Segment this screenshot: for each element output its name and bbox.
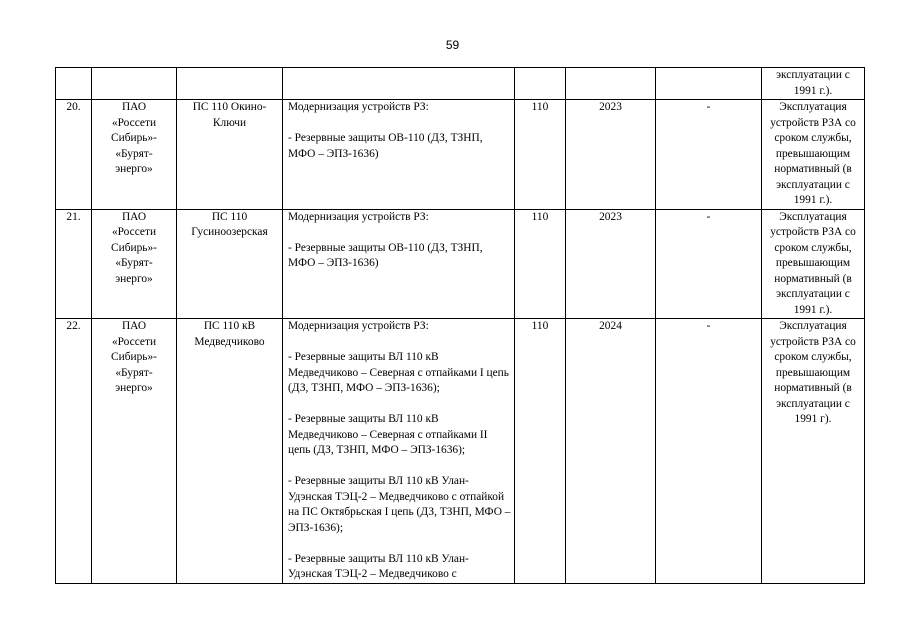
voltage-cell xyxy=(515,68,566,100)
row-number-cell xyxy=(56,68,92,100)
note-cell: Эксплуатация устройств РЗА со сроком службы, превышающим нормативный (в эксплуатации с 1991 г.). xyxy=(762,100,865,210)
organization-cell xyxy=(92,68,177,100)
row-number-cell: 21. xyxy=(56,209,92,319)
voltage-cell: 110 xyxy=(515,100,566,210)
page-number: 59 xyxy=(445,38,460,52)
organization-cell xyxy=(92,100,177,210)
table-body xyxy=(56,68,865,584)
organization-line: «Бурят- xyxy=(115,366,153,379)
organization-line: «Бурят- xyxy=(115,147,153,160)
organization-cell xyxy=(92,319,177,584)
year-cell: 2023 xyxy=(566,209,656,319)
work-description-cell xyxy=(283,100,515,210)
work-item: - Резервные защиты ОВ-110 (ДЗ, ТЗНП, МФО – ЭПЗ-1636) xyxy=(288,132,483,160)
work-title: Модернизация устройств РЗ: xyxy=(288,210,429,223)
voltage-cell: 110 xyxy=(515,319,566,584)
organization-line: ПАО xyxy=(121,210,147,223)
substation-cell: ПС 110 Гусиноозерская xyxy=(177,209,283,319)
extra-cell: - xyxy=(656,319,762,584)
work-title: Модернизация устройств РЗ: xyxy=(288,320,429,332)
organization-line: Сибирь»- xyxy=(111,241,157,254)
program-table xyxy=(55,67,865,584)
voltage-cell: 110 xyxy=(515,209,566,319)
work-item: - Резервные защиты ВЛ 110 кВ Улан-Удэнская ТЭЦ-2 – Медведчиково с отпайкой на ПС Октябрьская I цепь (ДЗ, ТЗНП, МФО – ЭПЗ-1636); xyxy=(288,475,511,534)
organization-line: «Бурят- xyxy=(115,257,153,269)
year-cell: 2023 xyxy=(566,100,656,210)
organization-line: Сибирь»- xyxy=(111,132,157,144)
extra-cell xyxy=(656,68,762,100)
organization-line: ПАО xyxy=(121,101,147,113)
note-cell: эксплуатации с 1991 г.). xyxy=(762,68,865,100)
extra-cell: - xyxy=(656,209,762,319)
table-row xyxy=(56,209,865,319)
year-cell xyxy=(566,68,656,100)
table-row xyxy=(56,319,865,584)
substation-cell: ПС 110 кВ Медведчиково xyxy=(177,319,283,584)
work-item: - Резервные защиты ОВ-110 (ДЗ, ТЗНП, МФО – ЭПЗ-1636) xyxy=(288,241,483,269)
year-cell: 2024 xyxy=(566,319,656,584)
organization-line: «Россети xyxy=(111,116,157,129)
organization-line: ПАО xyxy=(121,320,147,332)
work-item: - Резервные защиты ВЛ 110 кВ Медведчиково – Северная с отпайками I цепь (ДЗ, ТЗНП, МФО – ЭПЗ-1636); xyxy=(288,351,509,394)
note-cell: Эксплуатация устройств РЗА со сроком службы, превышающим нормативный (в эксплуатации с 1991 г.). xyxy=(762,209,865,319)
table-row xyxy=(56,68,865,100)
work-title: Модернизация устройств РЗ: xyxy=(288,101,429,113)
work-description-cell xyxy=(283,319,515,584)
organization-line: Сибирь»- xyxy=(111,351,157,363)
organization-line: «Россети xyxy=(111,335,157,348)
table-row xyxy=(56,100,865,210)
work-item: - Резервные защиты ВЛ 110 кВ Улан-Удэнская ТЭЦ-2 – Медведчиково с xyxy=(288,552,469,580)
substation-cell xyxy=(177,68,283,100)
substation-cell: ПС 110 Окино-Ключи xyxy=(177,100,283,210)
row-number-cell: 22. xyxy=(56,319,92,584)
organization-line: энерго» xyxy=(115,272,153,285)
organization-cell xyxy=(92,209,177,319)
note-cell: Эксплуатация устройств РЗА со сроком службы, превышающим нормативный (в эксплуатации с 1991 г). xyxy=(762,319,865,584)
extra-cell: - xyxy=(656,100,762,210)
work-item: - Резервные защиты ВЛ 110 кВ Медведчиково – Северная с отпайками II цепь (ДЗ, ТЗНП, МФО – ЭПЗ-1636); xyxy=(288,413,488,456)
organization-line: «Россети xyxy=(111,226,157,238)
organization-line: энерго» xyxy=(115,163,153,175)
organization-line: энерго» xyxy=(115,382,153,394)
work-description-cell xyxy=(283,68,515,100)
row-number-cell: 20. xyxy=(56,100,92,210)
work-description-cell xyxy=(283,209,515,319)
